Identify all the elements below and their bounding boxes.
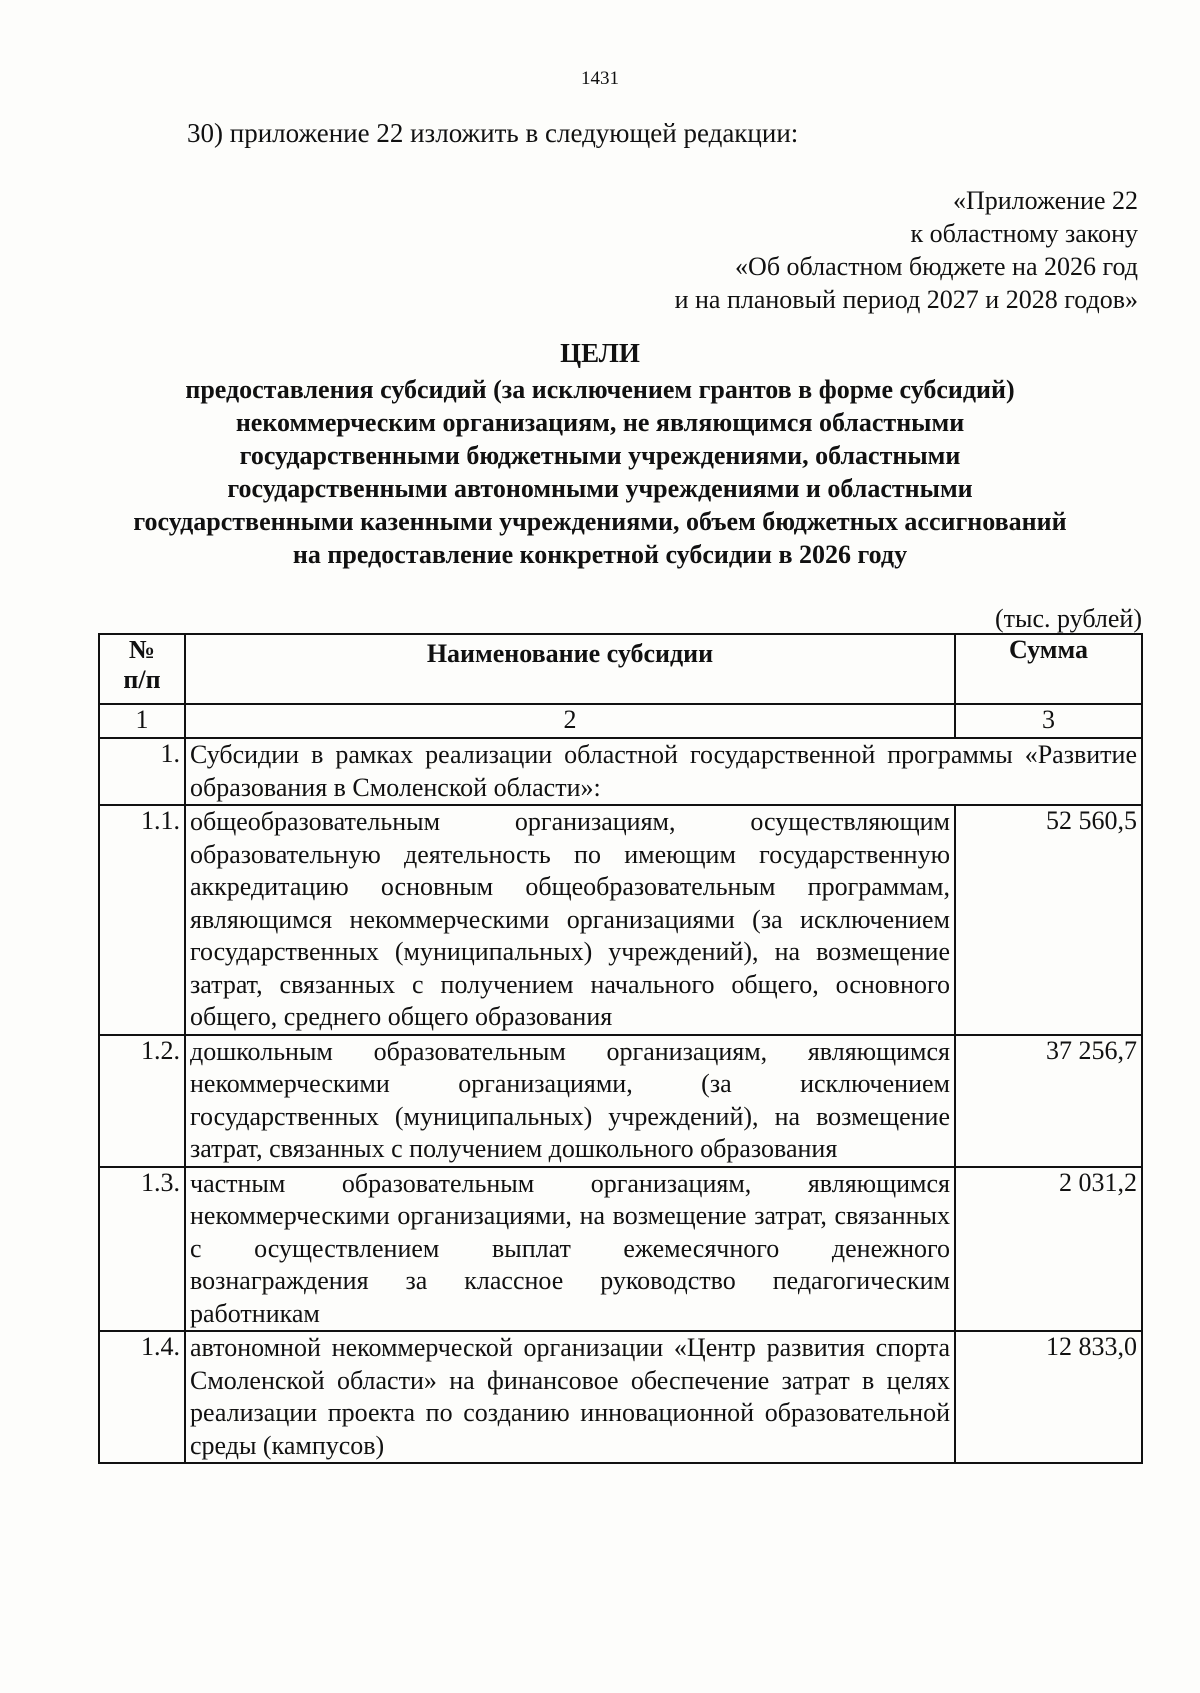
column-number: 2 <box>185 704 955 738</box>
row-description: частным образовательным организациям, являющимся некоммерческими организациями, на возмещение затрат, связанных с осуществлением выплат ежемесячного денежного вознаграждения за классное руководство педагогическим работникам <box>185 1167 955 1332</box>
header-sum: Сумма <box>955 634 1142 704</box>
header-number <box>99 634 185 704</box>
row-description: автономной некоммерческой организации «Центр развития спорта Смоленской области» на финансовое обеспечение затрат в целях реализации проекта по созданию инновационной образовательной среды (кампусов) <box>185 1331 955 1463</box>
table-row <box>99 1035 1142 1167</box>
column-number: 1 <box>99 704 185 738</box>
heading-title: ЦЕЛИ <box>560 338 640 368</box>
appendix-ref-line: «Об областном бюджете на 2026 год <box>735 252 1138 281</box>
section-text: Субсидии в рамках реализации областной государственной программы «Развитие образования в Смоленской области»: <box>185 738 1142 805</box>
section-row <box>99 738 1142 805</box>
row-description: общеобразовательным организациям, осуществляющим образовательную деятельность по имеющим государственную аккредитацию основным общеобразовательным программам, являющимся некоммерческими организациями (за исключением государственных (муниципальных) учреждений), на возмещение затрат, связанных с получением начального общего, основного общего, среднего общего образования <box>185 805 955 1035</box>
table-row <box>99 1167 1142 1332</box>
heading-line: государственными бюджетными учреждениями, областными <box>239 441 961 470</box>
units-label: (тыс. рублей) <box>994 604 1142 633</box>
heading-line: государственными автономными учреждениями и областными <box>227 474 973 503</box>
heading-line: на предоставление конкретной субсидии в 2026 году <box>292 540 908 569</box>
row-number: 1.4. <box>99 1331 185 1463</box>
table-header-row <box>99 634 1142 704</box>
row-amount: 52 560,5 <box>955 805 1142 1035</box>
row-amount: 37 256,7 <box>955 1035 1142 1167</box>
header-number-line: п/п <box>123 665 161 694</box>
row-amount: 2 031,2 <box>955 1167 1142 1332</box>
column-numbers-row <box>99 704 1142 738</box>
row-number: 1.1. <box>99 805 185 1035</box>
row-number: 1.3. <box>99 1167 185 1332</box>
row-description: дошкольным образовательным организациям, являющимся некоммерческими организациями, (за исключением государственных (муниципальных) учреждений), на возмещение затрат, связанных с получением дошкольного образования <box>185 1035 955 1167</box>
header-number-line: № <box>128 635 156 664</box>
heading-line: государственными казенными учреждениями, объем бюджетных ассигнований <box>133 507 1067 536</box>
row-number: 1.2. <box>99 1035 185 1167</box>
appendix-reference <box>675 184 1138 316</box>
subsidies-table <box>98 633 1143 1464</box>
amendment-instruction: 30) приложение 22 изложить в следующей редакции: <box>187 118 799 148</box>
appendix-ref-line: к областному закону <box>910 219 1138 248</box>
table-row <box>99 805 1142 1035</box>
row-amount: 12 833,0 <box>955 1331 1142 1463</box>
document-heading <box>0 337 1200 571</box>
page-number: 1431 <box>581 68 619 89</box>
column-number: 3 <box>955 704 1142 738</box>
table-row <box>99 1331 1142 1463</box>
appendix-ref-line: «Приложение 22 <box>952 186 1138 215</box>
row-number: 1. <box>99 738 185 805</box>
header-name: Наименование субсидии <box>185 634 955 704</box>
appendix-ref-line: и на плановый период 2027 и 2028 годов» <box>674 285 1138 314</box>
heading-line: предоставления субсидий (за исключением грантов в форме субсидий) <box>185 375 1015 404</box>
heading-line: некоммерческим организациям, не являющимся областными <box>235 408 965 437</box>
